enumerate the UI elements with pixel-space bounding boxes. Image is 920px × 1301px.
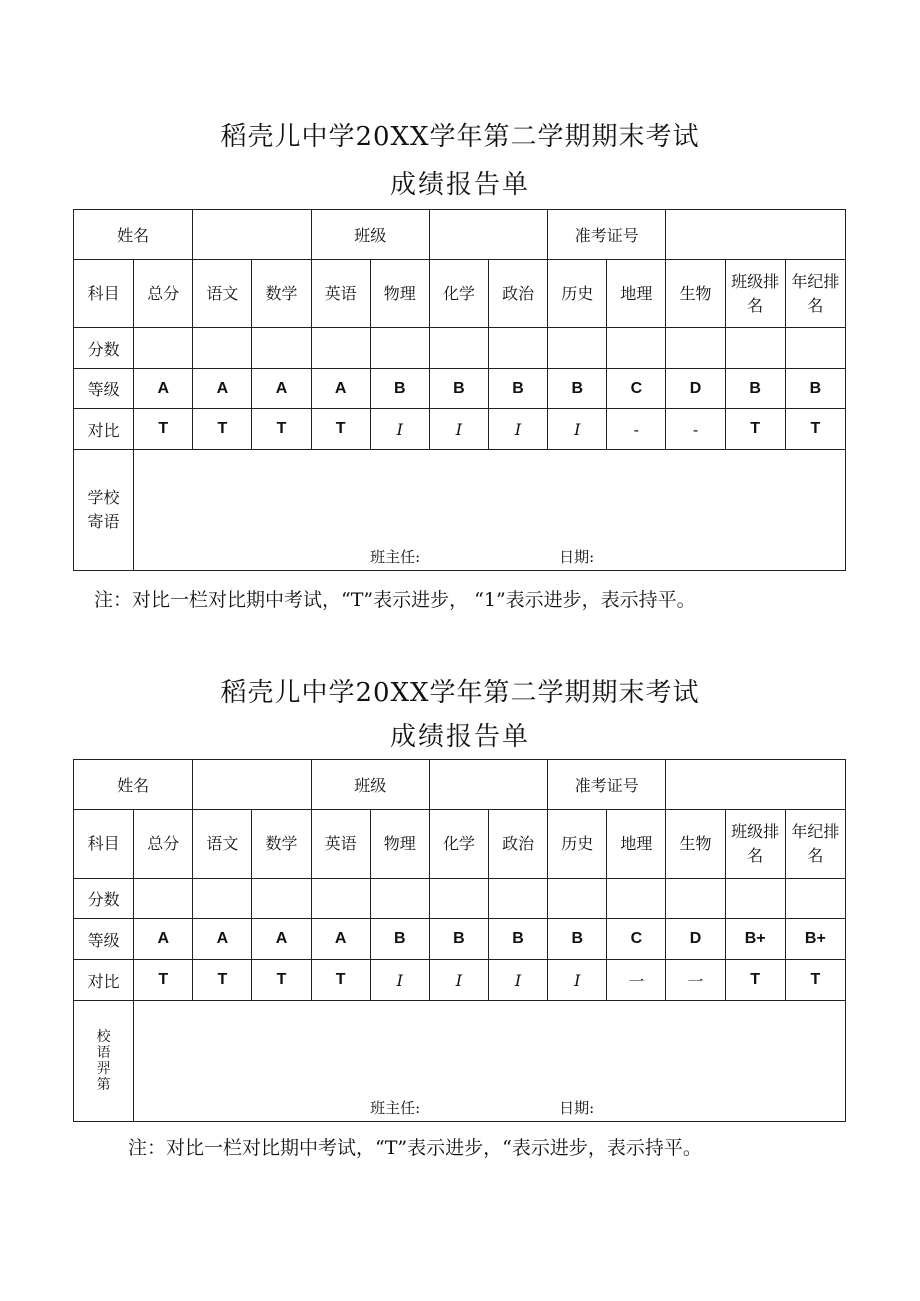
class-label: 班级 — [311, 210, 429, 260]
head-teacher-label: 班主任: — [370, 548, 421, 566]
compare-cell: T — [134, 409, 193, 450]
score-cell[interactable] — [252, 879, 311, 919]
compare-cell: I — [370, 409, 429, 450]
report-subtitle: 成绩报告单 — [389, 722, 530, 752]
exam-id-value[interactable] — [666, 210, 846, 260]
report-subtitle: 成绩报告单 — [389, 170, 530, 200]
score-cell[interactable] — [666, 328, 725, 369]
subject-header: 生物 — [666, 260, 725, 328]
subject-row-label: 科目 — [74, 260, 134, 328]
score-cell[interactable] — [725, 879, 785, 919]
subject-header: 地理 — [607, 260, 666, 328]
compare-cell: T — [785, 960, 845, 1001]
subject-row-label: 科目 — [74, 810, 134, 879]
compare-cell: T — [252, 409, 311, 450]
compare-cell: I — [548, 409, 607, 450]
subject-header: 数学 — [252, 810, 311, 879]
subject-header: 生物 — [666, 810, 725, 879]
score-cell[interactable] — [489, 328, 548, 369]
grade-cell: B — [489, 919, 548, 960]
legend-note: 注：对比一栏对比期中考试，“T”表示进步，“表示进步，表示持平。 — [128, 1137, 702, 1159]
remarks-area[interactable] — [134, 450, 846, 571]
name-label: 姓名 — [74, 760, 193, 810]
compare-cell: T — [311, 960, 370, 1001]
subject-header: 地理 — [607, 810, 666, 879]
score-cell[interactable] — [429, 879, 488, 919]
compare-cell: T — [311, 409, 370, 450]
date-label: 日期: — [559, 548, 595, 566]
score-cell[interactable] — [607, 879, 666, 919]
exam-id-label: 准考证号 — [548, 760, 666, 810]
subject-header: 班级排名 — [725, 260, 785, 328]
grade-cell: A — [252, 919, 311, 960]
grade-cell: B — [725, 369, 785, 409]
subject-header: 物理 — [370, 260, 429, 328]
grade-cell: C — [607, 369, 666, 409]
compare-cell: T — [725, 409, 785, 450]
subject-header: 英语 — [311, 810, 370, 879]
grade-cell: A — [252, 369, 311, 409]
remarks-label: 学校寄语 — [74, 450, 134, 571]
grade-cell: B — [548, 369, 607, 409]
score-cell[interactable] — [725, 328, 785, 369]
score-cell[interactable] — [666, 879, 725, 919]
score-cell[interactable] — [548, 328, 607, 369]
date-label: 日期: — [559, 1099, 595, 1117]
compare-cell: I — [370, 960, 429, 1001]
report-title: 稻壳儿中学20XX学年第二学期期末考试 — [220, 122, 700, 152]
compare-row-label: 对比 — [74, 960, 134, 1001]
compare-cell: I — [489, 960, 548, 1001]
subject-header: 数学 — [252, 260, 311, 328]
subject-header: 历史 — [548, 810, 607, 879]
legend-note: 注：对比一栏对比期中考试，“T”表示进步， “1”表示进步，表示持平。 — [94, 589, 696, 611]
compare-cell: - — [666, 409, 725, 450]
score-cell[interactable] — [370, 328, 429, 369]
score-row-label: 分数 — [74, 879, 134, 919]
score-cell[interactable] — [311, 328, 370, 369]
subject-header: 化学 — [429, 260, 488, 328]
compare-cell: T — [725, 960, 785, 1001]
score-cell[interactable] — [785, 879, 845, 919]
compare-cell: T — [193, 960, 252, 1001]
subject-header: 班级排名 — [725, 810, 785, 879]
remarks-area[interactable] — [134, 1001, 846, 1122]
score-row-label: 分数 — [74, 328, 134, 369]
score-cell[interactable] — [429, 328, 488, 369]
grade-row-label: 等级 — [74, 919, 134, 960]
grade-cell: C — [607, 919, 666, 960]
score-cell[interactable] — [193, 879, 252, 919]
subject-header: 总分 — [134, 810, 193, 879]
score-cell[interactable] — [785, 328, 845, 369]
grade-cell: D — [666, 369, 725, 409]
grade-cell: A — [134, 919, 193, 960]
grade-cell: B — [489, 369, 548, 409]
grade-cell: B — [370, 369, 429, 409]
score-cell[interactable] — [607, 328, 666, 369]
class-label: 班级 — [311, 760, 429, 810]
class-value[interactable] — [429, 760, 547, 810]
score-cell[interactable] — [193, 328, 252, 369]
compare-cell: - — [607, 409, 666, 450]
grade-cell: A — [134, 369, 193, 409]
score-cell[interactable] — [370, 879, 429, 919]
grade-cell: A — [193, 369, 252, 409]
score-table — [73, 759, 846, 1122]
score-cell[interactable] — [311, 879, 370, 919]
compare-row-label: 对比 — [74, 409, 134, 450]
subject-header: 年纪排名 — [785, 810, 845, 879]
subject-header: 语文 — [193, 260, 252, 328]
compare-cell: I — [429, 409, 488, 450]
compare-cell: I — [548, 960, 607, 1001]
name-value[interactable] — [193, 760, 311, 810]
score-cell[interactable] — [134, 879, 193, 919]
score-cell[interactable] — [252, 328, 311, 369]
grade-cell: A — [193, 919, 252, 960]
grade-cell: D — [666, 919, 725, 960]
score-table — [73, 209, 846, 571]
subject-header: 政治 — [489, 810, 548, 879]
exam-id-value[interactable] — [666, 760, 846, 810]
exam-id-label: 准考证号 — [548, 210, 666, 260]
remarks-label: 校语羿第 — [74, 1001, 134, 1122]
compare-cell: 一 — [666, 960, 725, 1001]
head-teacher-label: 班主任: — [370, 1099, 421, 1117]
subject-header: 年纪排名 — [785, 260, 845, 328]
grade-cell: B — [429, 369, 488, 409]
compare-cell: I — [489, 409, 548, 450]
subject-header: 历史 — [548, 260, 607, 328]
name-label: 姓名 — [74, 210, 193, 260]
report-title: 稻壳儿中学20XX学年第二学期期末考试 — [220, 678, 700, 708]
grade-cell: A — [311, 919, 370, 960]
grade-cell: B+ — [725, 919, 785, 960]
subject-header: 语文 — [193, 810, 252, 879]
score-cell[interactable] — [134, 328, 193, 369]
subject-header: 英语 — [311, 260, 370, 328]
score-cell[interactable] — [489, 879, 548, 919]
class-value[interactable] — [429, 210, 547, 260]
subject-header: 化学 — [429, 810, 488, 879]
compare-cell: T — [193, 409, 252, 450]
grade-cell: B — [429, 919, 488, 960]
subject-header: 物理 — [370, 810, 429, 879]
grade-cell: B — [785, 369, 845, 409]
grade-cell: A — [311, 369, 370, 409]
grade-cell: B — [370, 919, 429, 960]
compare-cell: I — [429, 960, 488, 1001]
subject-header: 总分 — [134, 260, 193, 328]
subject-header: 政治 — [489, 260, 548, 328]
name-value[interactable] — [193, 210, 311, 260]
grade-cell: B — [548, 919, 607, 960]
grade-cell: B+ — [785, 919, 845, 960]
compare-cell: 一 — [607, 960, 666, 1001]
compare-cell: T — [134, 960, 193, 1001]
grade-row-label: 等级 — [74, 369, 134, 409]
compare-cell: T — [785, 409, 845, 450]
score-cell[interactable] — [548, 879, 607, 919]
compare-cell: T — [252, 960, 311, 1001]
